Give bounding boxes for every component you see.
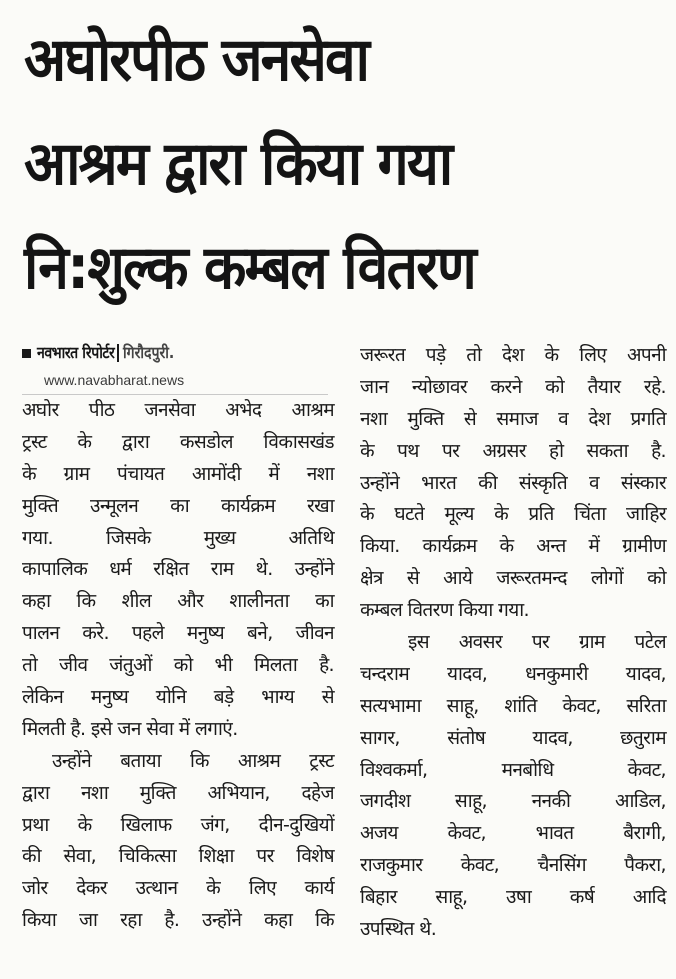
body-line: इस अवसर पर ग्राम पटेल (408, 631, 666, 654)
body-line: सत्यभामा साहू, शांति केवट, सरिता (360, 694, 666, 717)
body-line: बिहार साहू, उषा कर्ष आदि (360, 886, 666, 909)
body-line: ट्रस्ट के द्वारा कसडोल विकासखंड (22, 430, 334, 453)
body-line: नशा मुक्ति से समाज व देश प्रगति (360, 407, 666, 430)
website-url: www.navabharat.news (22, 366, 328, 395)
body-line: किया. कार्यक्रम के अन्त में ग्रामीण (360, 535, 666, 558)
body-line: द्वारा नशा मुक्ति अभियान, दहेज (22, 781, 334, 804)
body-line: कापालिक धर्म रक्षित राम थे. उन्होंने (22, 558, 334, 581)
body-line: गया. जिसके मुख्य अतिथि (22, 526, 334, 549)
body-line: मुक्ति उन्मूलन का कार्यक्रम रखा (22, 494, 334, 517)
body-line: चन्दराम यादव, धनकुमारी यादव, (360, 662, 666, 685)
body-line: की सेवा, चिकित्सा शिक्षा पर विशेष (22, 845, 334, 868)
body-line: मिलती है. इसे जन सेवा में लगाएं. (22, 717, 238, 740)
body-line: विश्वकर्मा, मनबोधि केवट, (360, 758, 666, 781)
body-line: पालन करे. पहले मनुष्य बने, जीवन (22, 622, 334, 645)
byline-reporter: नवभारत रिपोर्टर (37, 343, 115, 362)
body-line: क्षेत्र से आये जरूरतमन्द लोगों को (360, 567, 666, 590)
body-line: किया जा रहा है. उन्होंने कहा कि (22, 909, 334, 932)
body-line: जान न्योछावर करने को तैयार रहे. (360, 375, 666, 398)
body-line: के ग्राम पंचायत आमोंदी में नशा (22, 462, 334, 485)
article-column-right (360, 340, 666, 946)
body-line: कहा कि शील और शालीनता का (22, 590, 334, 613)
body-line: जरूरत पड़े तो देश के लिए अपनी (360, 344, 666, 366)
body-line: उन्होंने बताया कि आश्रम ट्रस्ट (52, 749, 334, 772)
body-line: कम्बल वितरण किया गया. (360, 599, 529, 622)
body-line: अजय केवट, भावत बैरागी, (360, 822, 666, 845)
body-line: के पथ पर अग्रसर हो सकता है. (360, 439, 666, 462)
body-line: उपस्थित थे. (360, 918, 437, 941)
body-line: के घटते मूल्य के प्रति चिंता जाहिर (360, 503, 666, 526)
byline-place: गिरौदपुरी. (122, 343, 175, 362)
article-column-left (22, 340, 334, 937)
body-line: उन्होंने भारत की संस्कृति व संस्कार (360, 471, 666, 494)
bullet-square-icon (22, 349, 31, 358)
byline-separator (117, 344, 119, 362)
body-line: जोर देकर उत्थान के लिए कार्य (22, 877, 334, 900)
body-line: सागर, संतोष यादव, छतुराम (360, 726, 666, 749)
headline (24, 8, 664, 320)
body-line: लेकिन मनुष्य योनि बड़े भाग्य से (22, 686, 334, 709)
headline-line-1: अघोरपीठ जनसेवा (24, 25, 369, 95)
body-line: जगदीश साहू, ननकी आडिल, (360, 790, 666, 813)
body-line: तो जीव जंतुओं को भी मिलता है. (22, 654, 334, 677)
headline-line-3: नि:शुल्क कम्बल वितरण (24, 233, 475, 303)
body-line: प्रथा के खिलाफ जंग, दीन-दुखियों (22, 813, 334, 836)
body-line: राजकुमार केवट, चैनसिंग पैकरा, (360, 854, 666, 877)
body-line: अघोर पीठ जनसेवा अभेद आश्रम (22, 399, 334, 421)
byline (22, 340, 334, 366)
headline-line-2: आश्रम द्वारा किया गया (24, 129, 452, 199)
